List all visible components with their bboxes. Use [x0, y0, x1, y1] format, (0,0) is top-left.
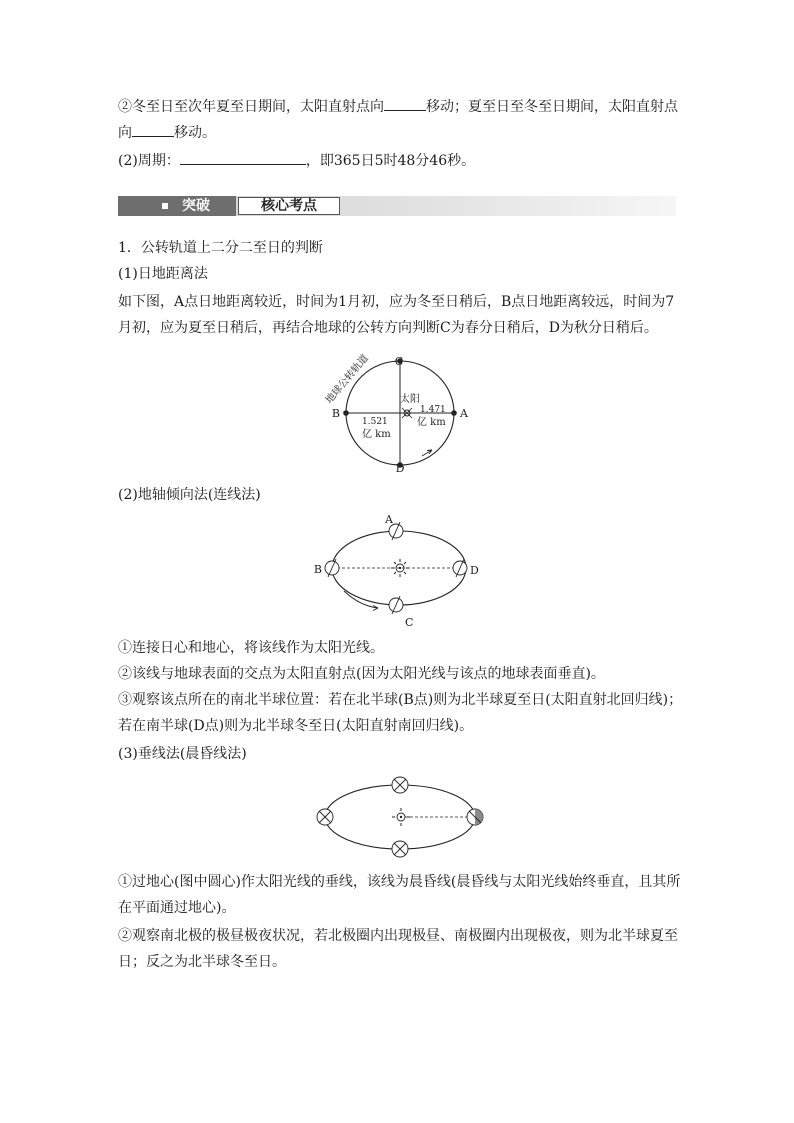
earth-c-icon [389, 596, 403, 614]
distance-near-value: 1.471 [420, 405, 446, 415]
earth-top-icon [392, 777, 408, 793]
method3-title: (3)垂线法(晨昏线法) [118, 746, 247, 762]
sun-icon [391, 559, 409, 577]
square-bullet-icon [162, 203, 168, 209]
method3-step: 在平面通过地心)。 [118, 900, 236, 916]
fill-blank [180, 150, 306, 165]
section-heading: 1．公转轨道上二分二至日的判断 [118, 240, 323, 256]
figure-distance-orbit [300, 352, 500, 477]
direction-arrow-icon [344, 591, 378, 608]
method3-step: ②观察南北极的极昼极夜状况，若北极圈内出现极昼、南极圈内出现极夜，则为北半球夏至 [118, 928, 678, 944]
point-b-label: B [313, 563, 322, 576]
method2-step: ①连接日心和地心，将该线作为太阳光线。 [118, 640, 384, 656]
fill-blank [132, 122, 174, 137]
point-a-label: A [385, 513, 393, 526]
paragraph-line-1 [118, 96, 678, 117]
earth-right-shaded-icon [467, 809, 483, 825]
method2-step: 若在南半球(D点)则为北半球冬至日(太阳直射南回归线)。 [118, 718, 474, 734]
banner-right-label: 核心考点 [238, 197, 340, 215]
method2-step: ③观察该点所在的南北半球位置：若在北半球(B点)则为北半球夏至日(太阳直射北回归线)； [118, 692, 683, 708]
point-b-label: B [331, 407, 340, 420]
figure-axis-tilt [300, 510, 500, 632]
distance-far-unit: 亿 km [362, 429, 391, 440]
earth-left-icon [317, 809, 333, 825]
orbit-label: 地球公转轨道 [323, 352, 371, 406]
paragraph-line-3 [118, 150, 475, 171]
earth-bottom-icon [392, 841, 408, 857]
figure-terminator [300, 772, 500, 864]
text-segment: 向 [118, 125, 132, 141]
method2-title: (2)地轴倾向法(连线法) [118, 487, 261, 503]
text-segment: ②冬至日至次年夏至日期间，太阳直射点向 [118, 99, 384, 115]
paragraph-line-2 [118, 122, 216, 143]
method1-line: 如下图，A点日地距离较近，时间为1月初，应为冬至日稍后，B点日地距离较远，时间为7 [118, 294, 675, 310]
point-a-dot [451, 410, 457, 416]
method1-line: 月初，应为夏至日稍后，再结合地球的公转方向判断C为春分日稍后，D为秋分日稍后。 [118, 320, 658, 336]
distance-far-value: 1.521 [362, 417, 388, 427]
point-a-label: A [460, 407, 468, 420]
text-segment: 移动；夏至日至冬至日期间，太阳直射点 [426, 99, 678, 115]
distance-near-unit: 亿 km [417, 417, 446, 428]
banner-left-label: 突破 [182, 198, 210, 214]
method2-step: ②该线与地球表面的交点为太阳直射点(因为太阳光线与该点的地球表面垂直)。 [118, 666, 605, 682]
text-segment: 移动。 [174, 125, 216, 141]
banner-dark-block [118, 196, 236, 216]
point-c-label: C [394, 355, 404, 368]
sun-label: 太阳 [400, 394, 420, 405]
sun-icon [392, 808, 410, 826]
point-b-dot [343, 410, 349, 416]
point-d-label: D [395, 462, 405, 475]
text-segment: (2)周期： [118, 153, 180, 169]
method1-title: (1)日地距离法 [118, 266, 208, 282]
section-banner [118, 196, 676, 216]
text-segment: ，即365日5时48分46秒。 [305, 153, 476, 169]
point-d-label: D [470, 564, 479, 577]
method3-step: 日；反之为北半球冬至日。 [118, 954, 286, 970]
fill-blank [384, 96, 426, 111]
direction-arrow-icon [422, 450, 432, 456]
point-c-label: C [405, 616, 414, 629]
earth-b-icon [325, 559, 339, 577]
method3-step: ①过地心(图中圆心)作太阳光线的垂线，该线为晨昏线(晨昏线与太阳光线始终垂直，且其所 [118, 874, 681, 890]
